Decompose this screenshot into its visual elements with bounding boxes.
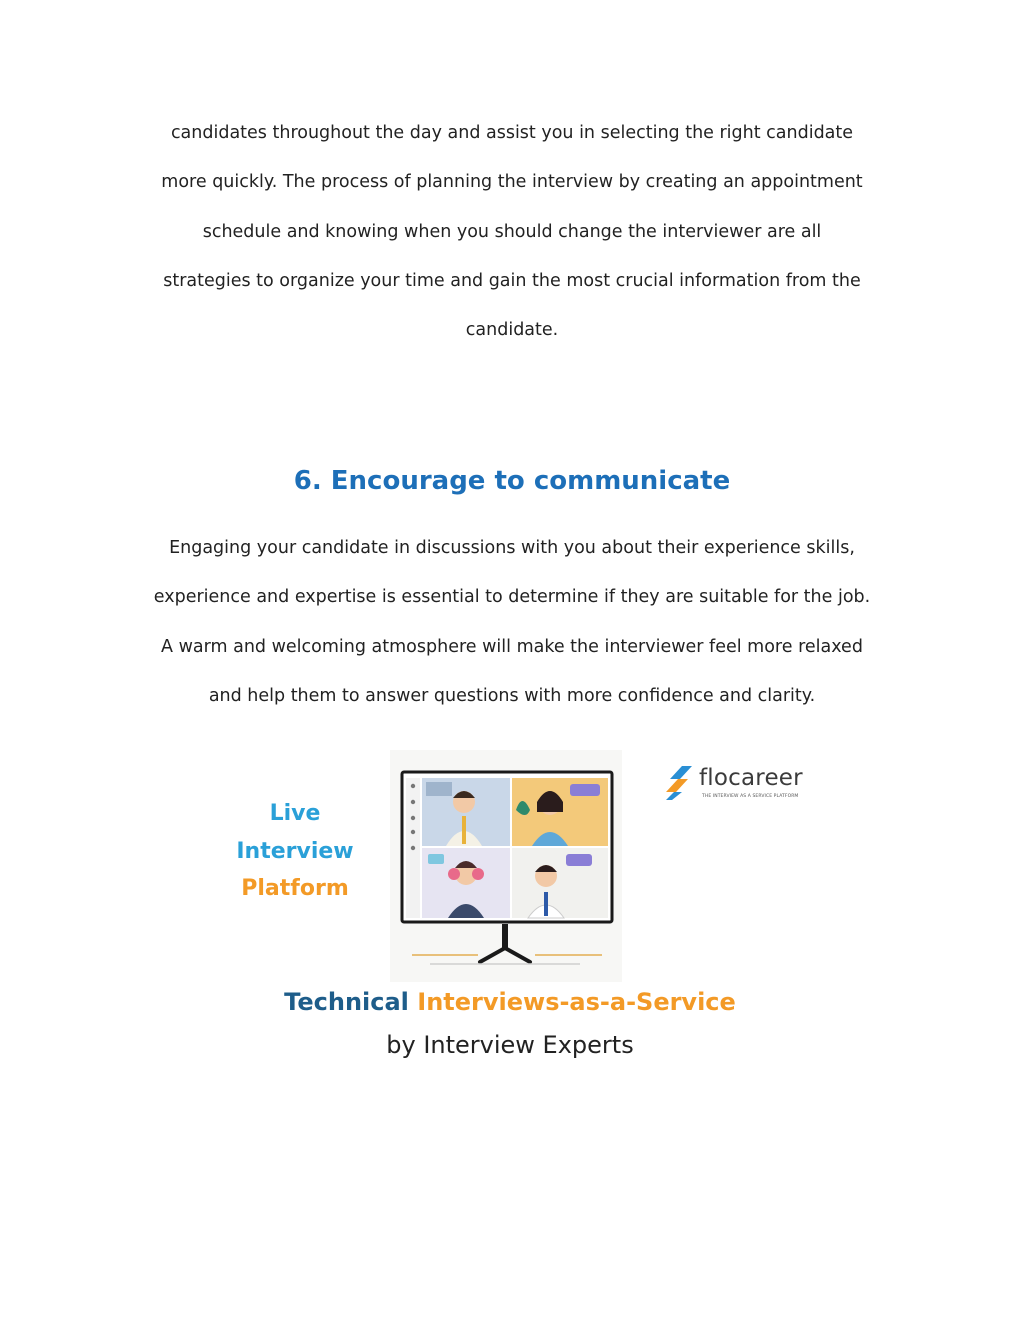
paragraph-communicate (100, 524, 924, 721)
logo-tagline: THE INTERVIEW AS A SERVICE PLATFORM (702, 794, 799, 799)
paragraph-line: A warm and welcoming atmosphere will make the interviewer feel more relaxed (161, 636, 863, 657)
promo-title (230, 988, 790, 1016)
promo-title-technical: Technical (284, 988, 409, 1016)
promo-word-interview: Interview (236, 838, 354, 864)
promo-tagline (230, 795, 360, 908)
section-heading: 6. Encourage to communicate (293, 466, 731, 496)
promo-subtitle: by Interview Experts (386, 1031, 634, 1059)
promo-graphic (230, 750, 830, 1070)
paragraph-line: experience and expertise is essential to determine if they are suitable for the job. (153, 587, 871, 608)
monitor-illustration-icon (390, 750, 622, 982)
promo-word-platform: Platform (241, 876, 349, 901)
flocareer-logo (662, 762, 812, 802)
paragraph-line: and help them to answer questions with more confidence and clarity. (208, 685, 816, 706)
promo-word-live: Live (269, 801, 321, 826)
paragraph-line: candidate. (465, 320, 559, 341)
paragraph-scheduling (100, 109, 924, 355)
paragraph-line: Engaging your candidate in discussions with you about their experience skills, (169, 538, 855, 558)
paragraph-line: schedule and knowing when you should change the interviewer are all (202, 221, 822, 242)
paragraph-line: more quickly. The process of planning the interview by creating an appointment (161, 172, 863, 193)
flocareer-logo-icon (662, 762, 696, 802)
paragraph-line: strategies to organize your time and gain the most crucial information from the (163, 270, 861, 291)
paragraph-line: candidates throughout the day and assist you in selecting the right candidate (170, 123, 854, 143)
logo-name: flocareer (699, 765, 803, 791)
promo-title-service: Interviews-as-a-Service (417, 988, 736, 1016)
